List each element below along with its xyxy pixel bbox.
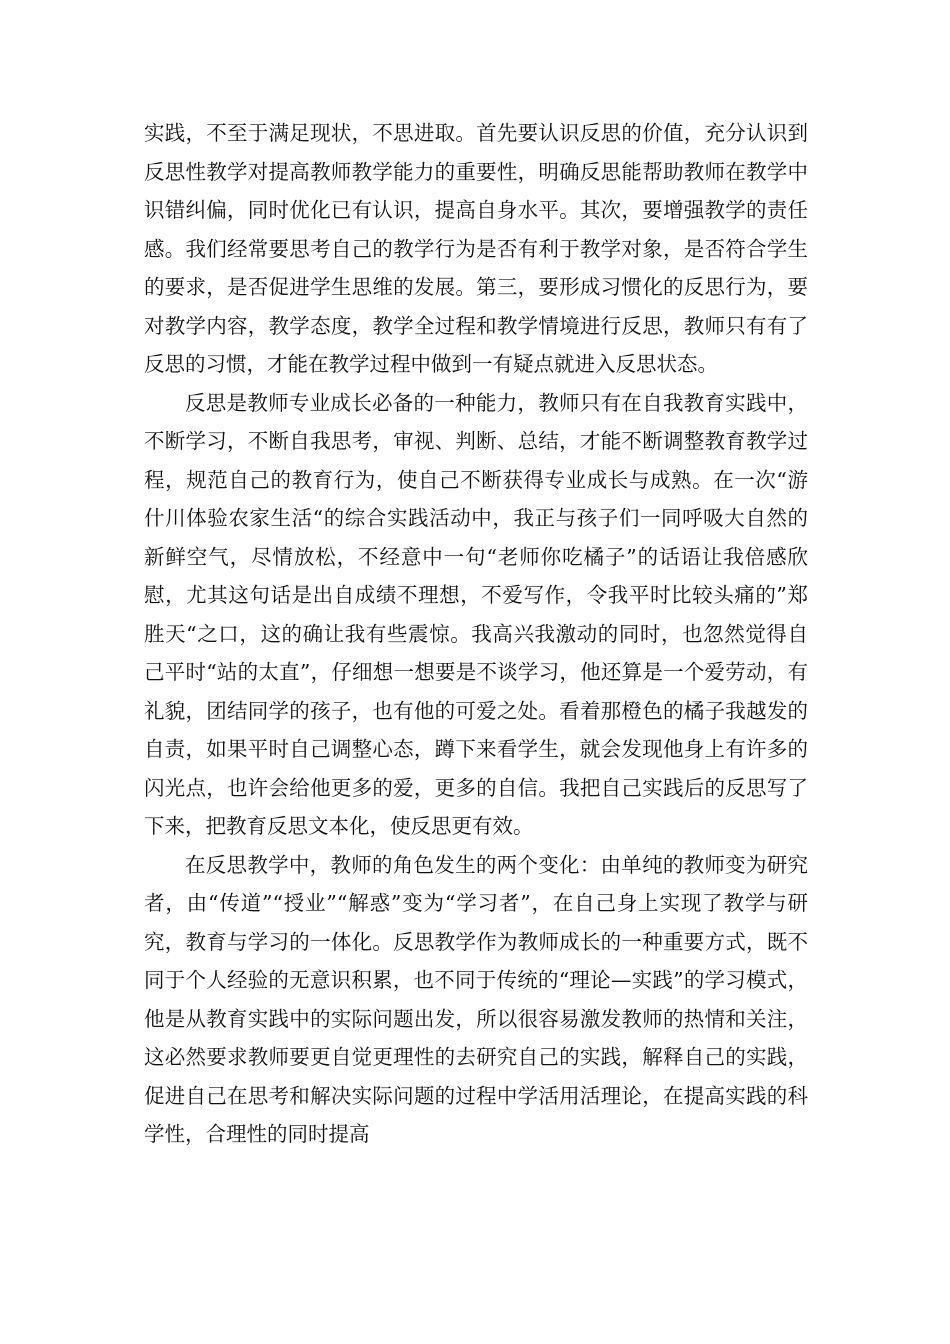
paragraph-1: 实践，不至于满足现状，不思进取。首先要认识反思的价值，充分认识到反思性教学对提高教师教学能力的重要性，明确反思能帮助教师在教学中识错纠偏，同时优化已有认识，提高自身水平。其次，要增强教学的责任感。我们经常要思考自己的教学行为是否有利于教学对象，是否符合学生的要求，是否促进学生思维的发展。第三，要形成习惯化的反思行为，要对教学内容，教学态度，教学全过程和教学情境进行反思，教师只有有了反思的习惯，才能在教学过程中做到一有疑点就进入反思状态。	[144, 121, 808, 376]
paragraph-2: 反思是教师专业成长必备的一种能力，教师只有在自我教育实践中，不断学习，不断自我思考，审视、判断、总结，才能不断调整教育教学过程，规范自己的教育行为，使自己不断获得专业成长与成熟。在一次“游什川体验农家生活“的综合实践活动中，我正与孩子们一同呼吸大自然的新鲜空气，尽情放松，不经意中一句“老师你吃橘子”的话语让我倍感欣慰，尤其这句话是出自成绩不理想，不爱写作，令我平时比较头痛的”郑胜天“之口，这的确让我有些震惊。我高兴我激动的同时，也忽然觉得自己平时“站的太直”，仔细想一想要是不谈学习，他还算是一个爱劳动，有礼貌，团结同学的孩子，也有他的可爱之处。看着那橙色的橘子我越发的自责，如果平时自己调整心态，蹲下来看学生，就会发现他身上有许多的闪光点，也许会给他更多的爱，更多的自信。我把自己实践后的反思写了下来，把教育反思文本化，使反思更有效。	[144, 390, 808, 838]
document-body	[144, 114, 808, 1154]
paragraph-3: 在反思教学中，教师的角色发生的两个变化：由单纯的教师变为研究者，由“传道”“授业”“解惑”变为“学习者”，在自己身上实现了教学与研究，教育与学习的一体化。反思教学作为教师成长的一种重要方式，既不同于个人经验的无意识积累，也不同于传统的“理论—实践”的学习模式，他是从教育实践中的实际问题出发，所以很容易激发教师的热情和关注，这必然要求教师要更自觉更理性的去研究自己的实践，解释自己的实践，促进自己在思考和解决实际问题的过程中学活用活理论，在提高实践的科学性，合理性的同时提高	[144, 852, 808, 1146]
